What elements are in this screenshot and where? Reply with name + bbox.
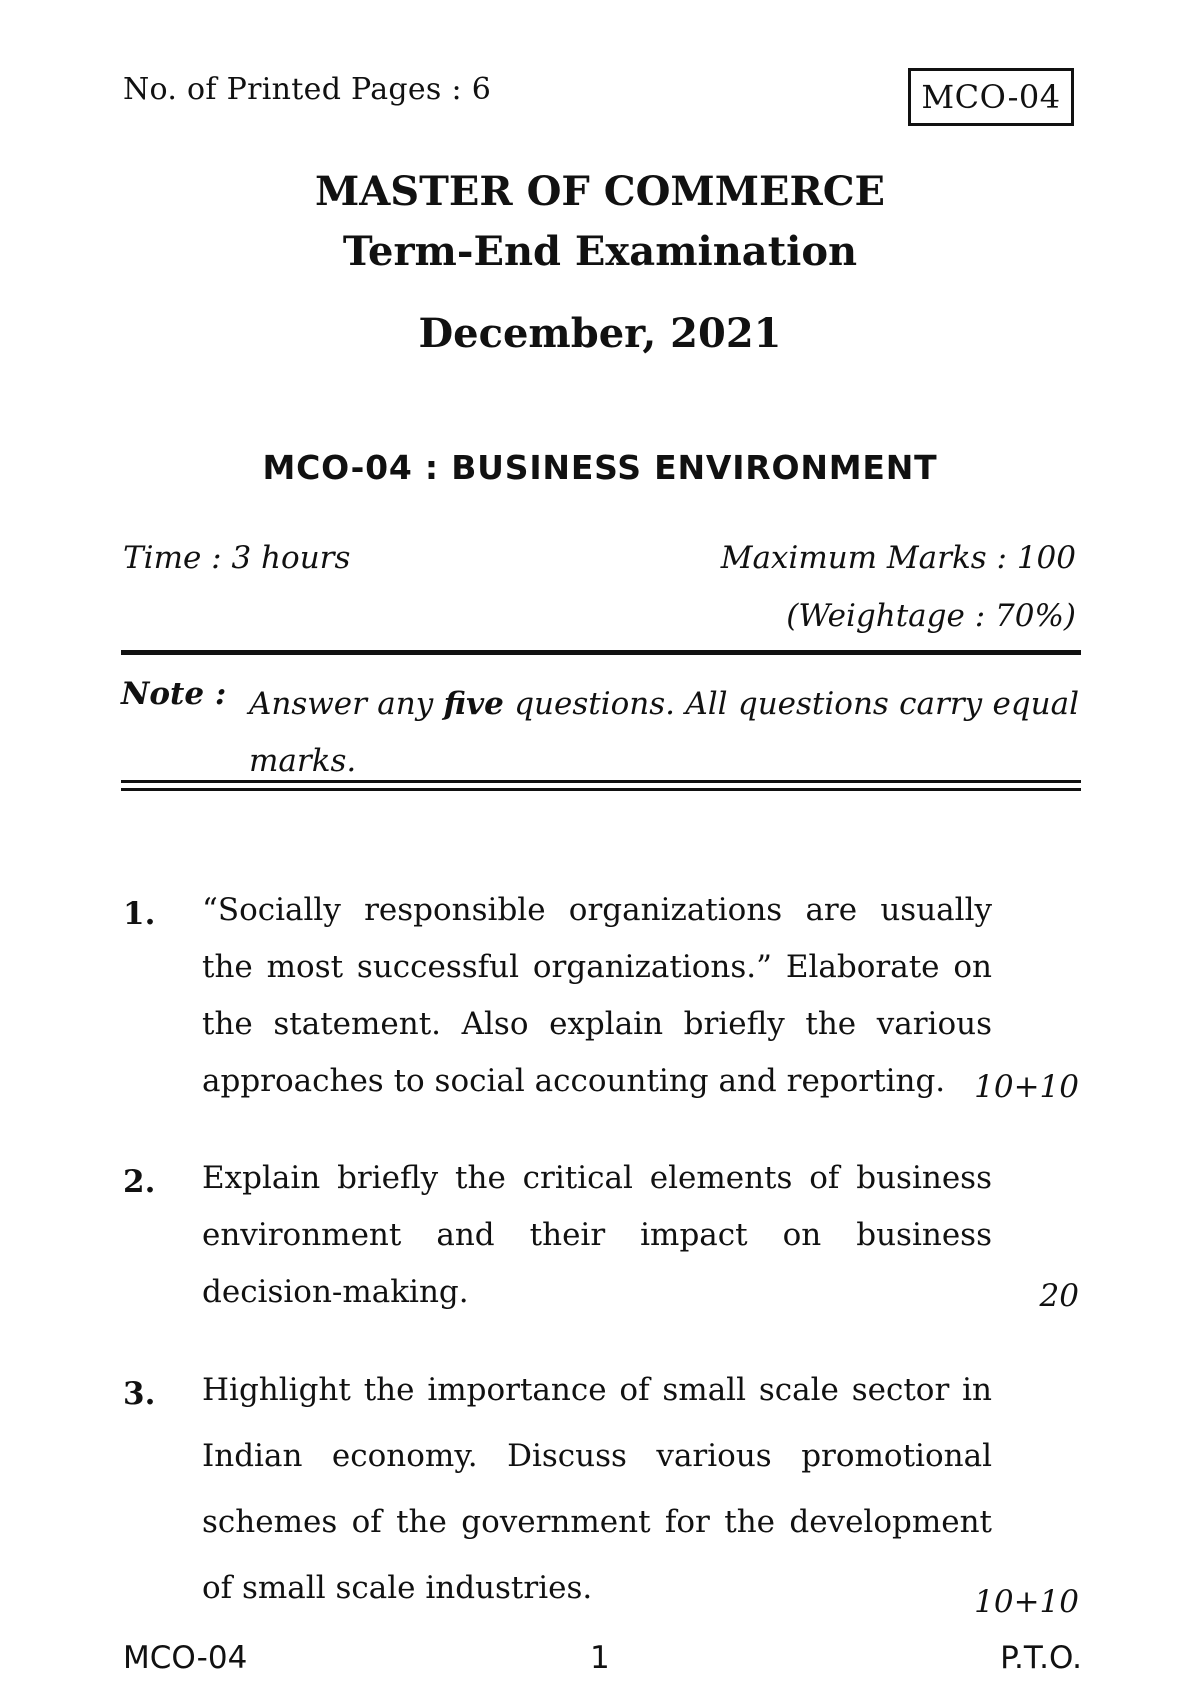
footer-course-code: MCO-04 <box>123 1640 248 1676</box>
printed-pages-count: No. of Printed Pages : 6 <box>123 72 492 107</box>
time-allowed: Time : 3 hours <box>123 540 351 576</box>
note-emphasis: five <box>443 686 504 722</box>
question-2-text: Explain briefly the critical elements of business environment and their impact on business decision-making. <box>202 1160 992 1310</box>
note-label: Note : <box>121 676 227 712</box>
question-2-marks: 20 <box>1039 1278 1079 1314</box>
question-3-marks: 10+10 <box>974 1584 1079 1620</box>
degree-title: MASTER OF COMMERCE <box>314 168 886 215</box>
course-code-box: MCO-04 <box>908 68 1074 126</box>
note-text-after: questions. All questions carry equal marks. <box>249 686 1080 779</box>
question-2-number: 2. <box>123 1164 156 1200</box>
question-1-number: 1. <box>123 896 156 932</box>
maximum-marks: Maximum Marks : 100 <box>720 540 1076 576</box>
divider-double-top <box>121 780 1081 783</box>
note-text-before: Answer any <box>249 686 434 722</box>
divider-thick <box>121 650 1081 655</box>
question-3-number: 3. <box>123 1376 156 1412</box>
question-1-text: “Socially responsible organizations are usually the most successful organizations.” Elaborate on the statement. Also explain briefly the various approaches to social accounting and reporting. <box>202 892 992 1099</box>
exam-date: December, 2021 <box>418 310 782 357</box>
note-text <box>249 676 1079 790</box>
divider-double-bottom <box>121 788 1081 791</box>
course-title: MCO-04 : BUSINESS ENVIRONMENT <box>262 448 938 487</box>
weightage: (Weightage : 70%) <box>786 598 1076 634</box>
exam-title: Term-End Examination <box>342 228 858 275</box>
page-number: 1 <box>590 1640 610 1676</box>
question-1-marks: 10+10 <box>974 1069 1079 1105</box>
question-3-text: Highlight the importance of small scale sector in Indian economy. Discuss various promotional schemes of the government for the development of small scale industries. <box>202 1372 992 1606</box>
footer-pto: P.T.O. <box>1000 1640 1082 1676</box>
